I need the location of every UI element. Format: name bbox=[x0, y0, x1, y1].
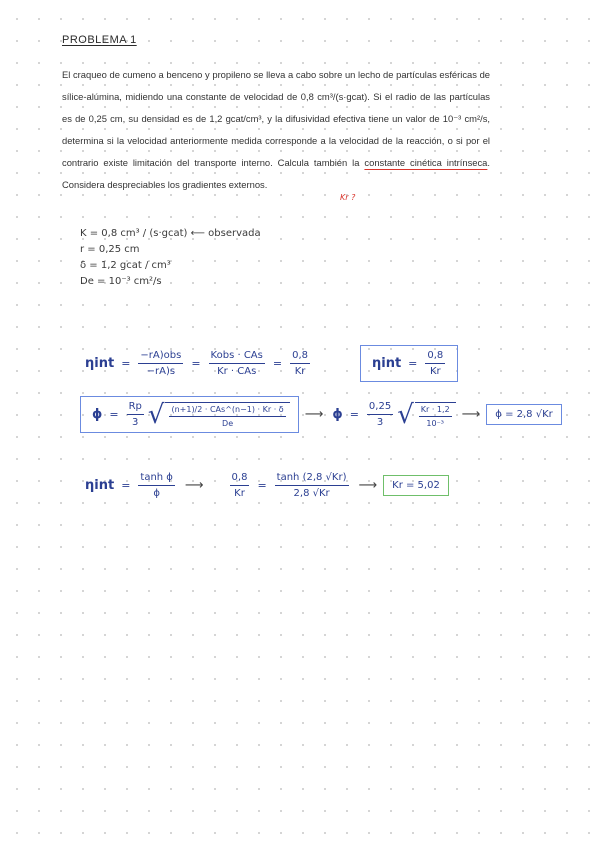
equation-solution: ηint = $\frac{\text{tanh ϕ}}{\phi}$ ⟶ $\frac{0,8}{Kr}$ = $\frac{\tanh (2,8 √Kr)}{2,8 √Kr}$ ⟶ Kr = 5,02 bbox=[82, 472, 449, 499]
eta-symbol: ηint bbox=[85, 356, 115, 371]
statement-part-1: El craqueo de cumeno a benceno y propileno se lleva a cabo sobre un lecho de partículas esféricas de sílice-alúmina, midiendo una constante de velocidad de 0,8 cm³/(s·gcat). Si el radio de las partículas es de 0,25 cm, su densidad es de 1,2 gcat/cm³, y la difusividad efectiva tiene un valor de 10⁻³ cm²/s, determina si la velocidad anteriormente medida corresponde a la velocidad de la reacción, o si por el contrario existe limitación del transporte interno. Calcula también la bbox=[62, 69, 490, 168]
boxed-thiele-result: ϕ = 2,8 √Kr bbox=[486, 404, 561, 425]
arrow-icon: ⟶ bbox=[461, 407, 481, 422]
given-rho: δ = 1,2 gcat / cm³ bbox=[80, 260, 171, 271]
arrow-icon: ⟶ bbox=[304, 407, 324, 422]
problem-statement bbox=[62, 64, 490, 196]
equation-efficiency: ηint = $\frac{\text{−rA)obs}}{-rA)s}$ = $\frac{\text{Kobs · CAs}}{\text{Kr · CAs}}$ = $\frac{0,8}{Kr}$ ηint = $\frac{0,8}{Kr}$ bbox=[82, 345, 458, 382]
given-k: K = 0,8 cm³ / (s·gcat) ⟵ observada bbox=[80, 228, 261, 239]
problem-heading: PROBLEMA 1 bbox=[62, 34, 137, 46]
arrow-icon: ⟶ bbox=[358, 478, 378, 493]
fraction-k: $\frac{\text{Kobs · CAs}}{\text{Kr · CAs}}$ bbox=[210, 350, 263, 377]
statement-highlight: constante cinética intrínseca bbox=[364, 157, 488, 168]
boxed-thiele-definition: ϕ = $\frac{Rp}{3}$ √ $\frac{\text{(n+1)/2 · CAs\textasciicircum{}(n−1) · Kr · δ}}{De}$ bbox=[80, 396, 299, 433]
boxed-efficiency: ηint = $\frac{0,8}{Kr}$ bbox=[360, 345, 458, 382]
arrow-icon: ⟶ bbox=[184, 478, 204, 493]
fraction-value: $\frac{0,8}{Kr}$ bbox=[292, 350, 308, 377]
given-de: De = 10⁻³ cm²/s bbox=[80, 276, 162, 287]
given-r: r = 0,25 cm bbox=[80, 244, 140, 255]
sqrt-symbol: √ $\frac{\text{(n+1)/2 · CAs\textasciicircum{}(n−1) · Kr · δ}}{De}$ bbox=[148, 402, 290, 428]
boxed-final-result: Kr = 5,02 bbox=[383, 475, 449, 496]
fraction-rates: $\frac{\text{−rA)obs}}{-rA)s}$ bbox=[140, 350, 182, 377]
given-k-note: ⟵ observada bbox=[190, 228, 261, 239]
kr-annotation: Kr ? bbox=[340, 193, 356, 202]
equation-thiele: ϕ = $\frac{Rp}{3}$ √ $\frac{\text{(n+1)/2 · CAs\textasciicircum{}(n−1) · Kr · δ}}{De}$ ⟶ ϕ = $\frac{0,25}{3}$ √ $\frac{Kr \cdot 1,2}{\text{10⁻³}}$ ⟶ ϕ = 2,8 √Kr bbox=[80, 396, 562, 433]
given-values bbox=[80, 226, 261, 290]
statement-part-2: . Considera despreciables los gradientes externos. bbox=[62, 157, 490, 190]
